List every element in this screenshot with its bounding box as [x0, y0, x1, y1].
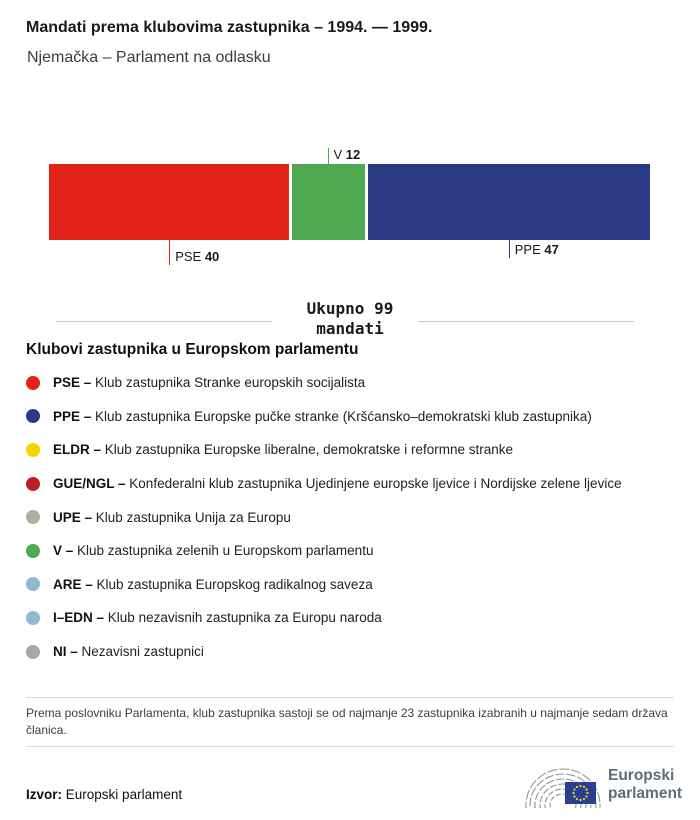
seat-bar: [49, 164, 650, 240]
legend-row-guengl: [26, 467, 686, 501]
footnote: Prema poslovniku Parlamenta, klub zastupnika sastoji se od najmanje 23 zastupnika izabranih u najmanje sedam država članica.: [26, 706, 668, 737]
group-label: [53, 543, 373, 558]
group-color-dot: [26, 645, 40, 659]
bar-label-abbr: PPE: [514, 242, 545, 257]
total-seats-line2: mandati: [316, 319, 384, 338]
group-abbr: PSE –: [53, 375, 92, 391]
group-color-dot: [26, 611, 40, 625]
legend-row-iedn: [26, 601, 686, 635]
group-abbr: V –: [53, 543, 74, 559]
bar-label-value: 47: [544, 242, 559, 257]
total-divider-left: [56, 321, 272, 322]
tick-v: [328, 148, 329, 164]
bar-segment-ppe: [368, 164, 650, 240]
total-seats-label: [250, 299, 450, 339]
ep-logo: [525, 762, 682, 808]
group-color-dot: [26, 443, 40, 457]
bar-label-pse: [175, 249, 219, 265]
bar-segment-v: [292, 164, 364, 240]
group-desc: Klub nezavisnih zastupnika za Europu naroda: [107, 610, 382, 626]
group-abbr: NI –: [53, 644, 78, 660]
legend-row-are: [26, 568, 686, 602]
footnote-divider-bottom: [26, 746, 674, 747]
group-label: [53, 409, 592, 424]
legend-heading: Klubovi zastupnika u Europskom parlamentu: [26, 341, 359, 358]
group-color-dot: [26, 510, 40, 524]
group-label: [53, 375, 365, 390]
ep-hemicycle-icon: [525, 762, 601, 808]
group-abbr: UPE –: [53, 509, 93, 525]
group-desc: Klub zastupnika Unija za Europu: [95, 509, 291, 525]
group-abbr: I–EDN –: [53, 610, 105, 626]
bar-label-abbr: PSE: [175, 249, 205, 264]
group-color-dot: [26, 544, 40, 558]
total-seats-line1: Ukupno 99: [306, 299, 394, 318]
footnote-divider-top: [26, 697, 674, 698]
group-color-dot: [26, 409, 40, 423]
ep-logo-text-line2: parlament: [608, 785, 683, 802]
group-abbr: GUE/NGL –: [53, 476, 126, 492]
bar-label-ppe: [515, 242, 559, 258]
group-label: [53, 644, 204, 659]
bar-label-value: 12: [345, 147, 361, 162]
legend-row-ppe: [26, 400, 686, 434]
legend-row-eldr: [26, 433, 686, 467]
source-line: [26, 787, 182, 802]
group-desc: Klub zastupnika zelenih u Europskom parlamentu: [77, 543, 374, 559]
bar-label-v: [333, 147, 360, 163]
legend-row-ni: [26, 635, 686, 669]
group-desc: Klub zastupnika Stranke europskih socijalista: [95, 375, 366, 391]
group-desc: Konfederalni klub zastupnika Ujedinjene europske ljevice i Nordijske zelene ljevice: [129, 476, 622, 492]
tick-ppe: [509, 240, 510, 258]
source-value: Europski parlament: [65, 787, 183, 802]
group-desc: Klub zastupnika Europske liberalne, demokratske i reformne stranke: [104, 442, 513, 458]
group-label: [53, 610, 382, 625]
group-color-dot: [26, 577, 40, 591]
group-label: [53, 577, 373, 592]
bar-label-abbr: V: [333, 147, 346, 162]
group-label: [53, 442, 513, 457]
group-abbr: ARE –: [53, 576, 93, 592]
legend-row-v: [26, 534, 686, 568]
ep-logo-text-line1: Europski: [608, 767, 675, 784]
page-title: Mandati prema klubovima zastupnika – 1994. — 1999.: [26, 19, 433, 36]
group-abbr: PPE –: [53, 408, 92, 424]
group-desc: Nezavisni zastupnici: [81, 644, 204, 660]
group-desc: Klub zastupnika Europskog radikalnog saveza: [96, 576, 373, 592]
group-label: [53, 476, 622, 491]
group-abbr: ELDR –: [53, 442, 102, 458]
ep-logo-text: [608, 767, 682, 803]
group-desc: Klub zastupnika Europske pučke stranke (Kršćansko–demokratski klub zastupnika): [95, 408, 592, 424]
page-subtitle: Njemačka – Parlament na odlasku: [27, 49, 271, 66]
group-color-dot: [26, 376, 40, 390]
legend-row-upe: [26, 500, 686, 534]
bar-label-value: 40: [204, 249, 220, 264]
legend-list: [26, 366, 686, 668]
bar-segment-pse: [49, 164, 289, 240]
group-label: [53, 510, 291, 525]
group-color-dot: [26, 477, 40, 491]
total-divider-right: [418, 321, 634, 322]
tick-pse: [169, 240, 170, 265]
legend-row-pse: [26, 366, 686, 400]
source-label: Izvor:: [26, 787, 63, 802]
